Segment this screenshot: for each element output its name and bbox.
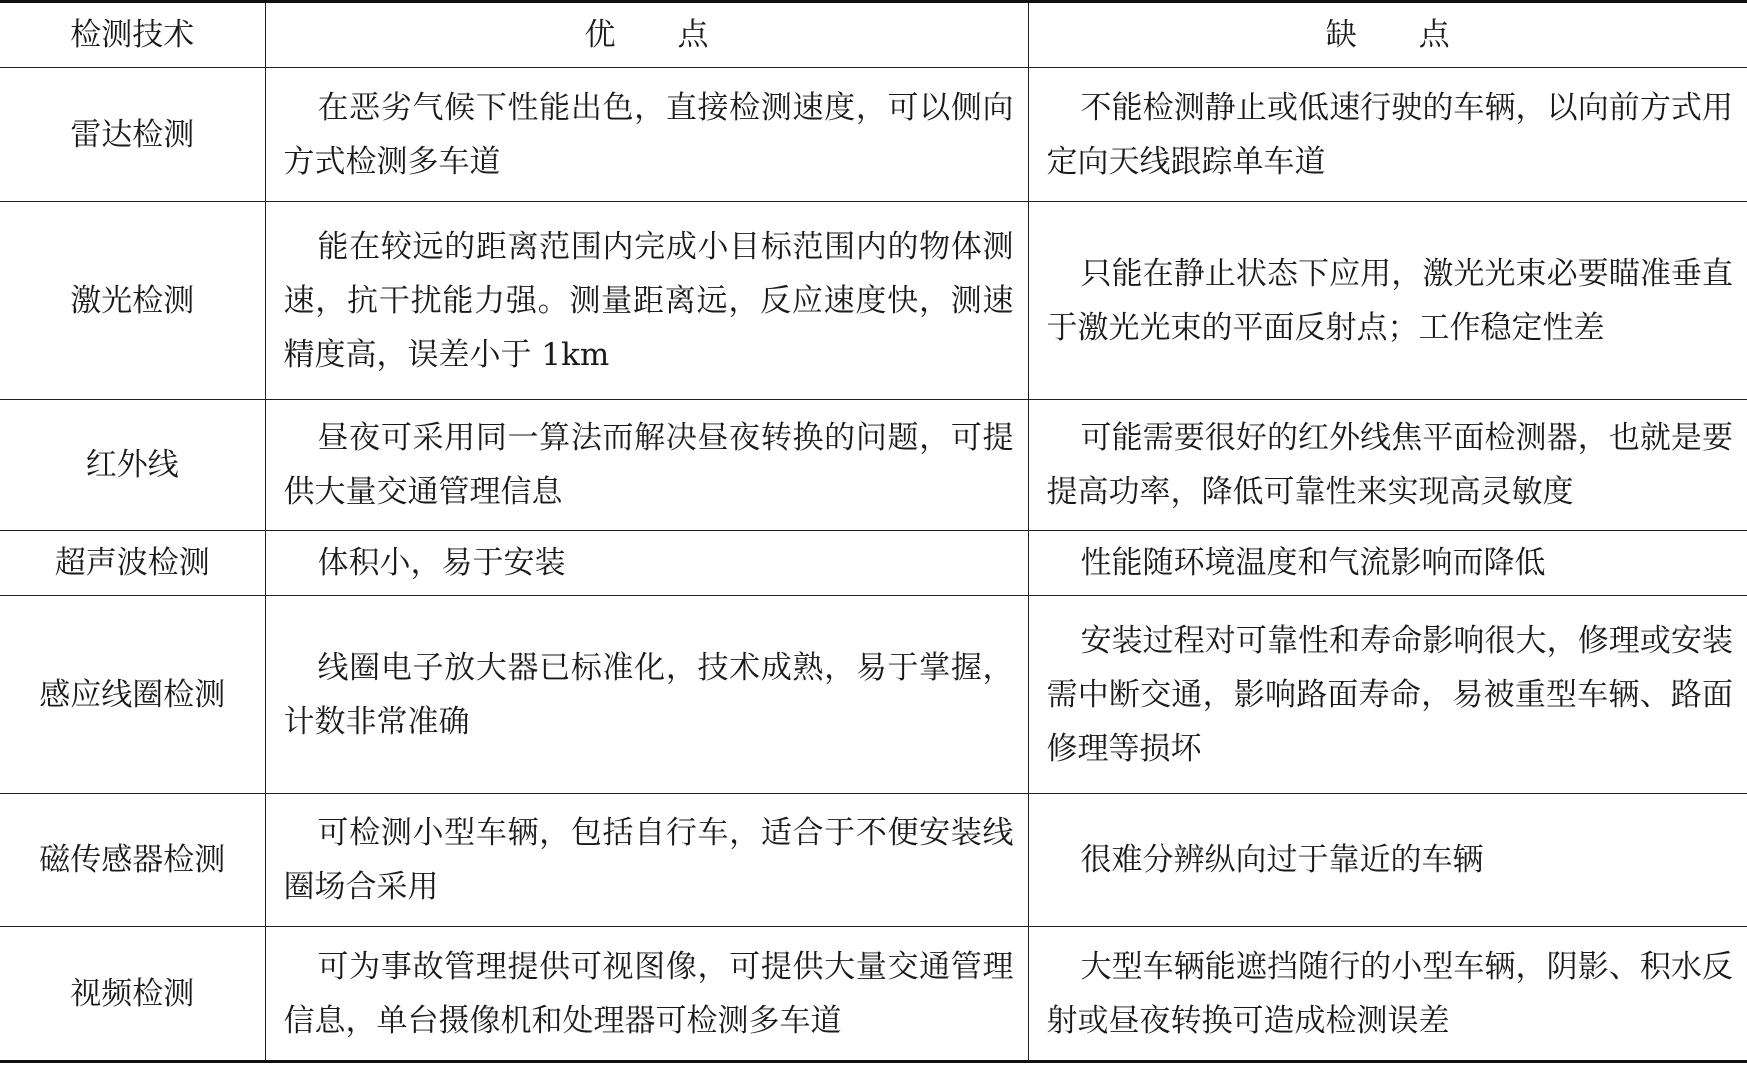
disadvantages-text: 可能需要很好的红外线焦平面检测器，也就是要提高功率，降低可靠性来实现高灵敏度 bbox=[1046, 420, 1733, 510]
disadvantages-text: 性能随环境温度和气流影响而降低 bbox=[1080, 545, 1546, 581]
technique-cell: 感应线圈检测 bbox=[0, 596, 265, 794]
disadvantages-cell bbox=[1028, 400, 1747, 531]
header-advantages-label: 优 点 bbox=[584, 17, 709, 53]
disadvantages-text: 安装过程对可靠性和寿命影响很大，修理或安装需中断交通，影响路面寿命，易被重型车辆、路面修理等损坏 bbox=[1046, 622, 1733, 767]
advantages-cell bbox=[265, 531, 1028, 596]
disadvantages-text: 大型车辆能遮挡随行的小型车辆，阴影、积水反射或昼夜转换可造成检测误差 bbox=[1046, 948, 1733, 1039]
table-row bbox=[0, 927, 1747, 1062]
table-row bbox=[0, 400, 1747, 531]
disadvantages-text: 很难分辨纵向过于靠近的车辆 bbox=[1080, 842, 1484, 878]
disadvantages-cell bbox=[1028, 927, 1747, 1062]
table-row bbox=[0, 596, 1747, 794]
header-disadvantages bbox=[1028, 2, 1747, 68]
table-row bbox=[0, 68, 1747, 202]
advantages-cell bbox=[265, 202, 1028, 400]
disadvantages-text: 不能检测静止或低速行驶的车辆，以向前方式用定向天线跟踪单车道 bbox=[1046, 89, 1733, 180]
advantages-text: 在恶劣气候下性能出色，直接检测速度，可以侧向方式检测多车道 bbox=[283, 89, 1014, 180]
advantages-cell bbox=[265, 400, 1028, 531]
technique-cell: 视频检测 bbox=[0, 927, 265, 1062]
disadvantages-cell bbox=[1028, 202, 1747, 400]
header-technique: 检测技术 bbox=[0, 2, 265, 68]
table-row bbox=[0, 202, 1747, 400]
table-row bbox=[0, 794, 1747, 927]
advantages-cell bbox=[265, 794, 1028, 927]
disadvantages-cell bbox=[1028, 68, 1747, 202]
technique-cell: 超声波检测 bbox=[0, 531, 265, 596]
advantages-cell bbox=[265, 68, 1028, 202]
header-advantages bbox=[265, 2, 1028, 68]
advantages-text: 昼夜可采用同一算法而解决昼夜转换的问题，可提供大量交通管理信息 bbox=[283, 420, 1014, 510]
advantages-text: 可为事故管理提供可视图像，可提供大量交通管理信息，单台摄像机和处理器可检测多车道 bbox=[283, 948, 1014, 1039]
disadvantages-cell bbox=[1028, 531, 1747, 596]
technique-cell: 激光检测 bbox=[0, 202, 265, 400]
disadvantages-cell bbox=[1028, 596, 1747, 794]
technique-cell: 雷达检测 bbox=[0, 68, 265, 202]
technique-cell: 红外线 bbox=[0, 400, 265, 531]
table-row bbox=[0, 531, 1747, 596]
advantages-text: 可检测小型车辆，包括自行车，适合于不便安装线圈场合采用 bbox=[283, 815, 1014, 905]
table-header-row bbox=[0, 2, 1747, 68]
disadvantages-cell bbox=[1028, 794, 1747, 927]
advantages-cell bbox=[265, 596, 1028, 794]
advantages-text: 体积小，易于安装 bbox=[317, 545, 566, 581]
technique-cell: 磁传感器检测 bbox=[0, 794, 265, 927]
advantages-text: 能在较远的距离范围内完成小目标范围内的物体测速，抗干扰能力强。测量距离远，反应速度快，测速精度高，误差小于 1km bbox=[283, 228, 1014, 373]
advantages-text: 线圈电子放大器已标准化，技术成熟，易于掌握，计数非常准确 bbox=[283, 649, 1014, 740]
disadvantages-text: 只能在静止状态下应用，激光光束必要瞄准垂直于激光光束的平面反射点；工作稳定性差 bbox=[1046, 255, 1733, 346]
advantages-cell bbox=[265, 927, 1028, 1062]
header-disadvantages-label: 缺 点 bbox=[1325, 17, 1450, 53]
